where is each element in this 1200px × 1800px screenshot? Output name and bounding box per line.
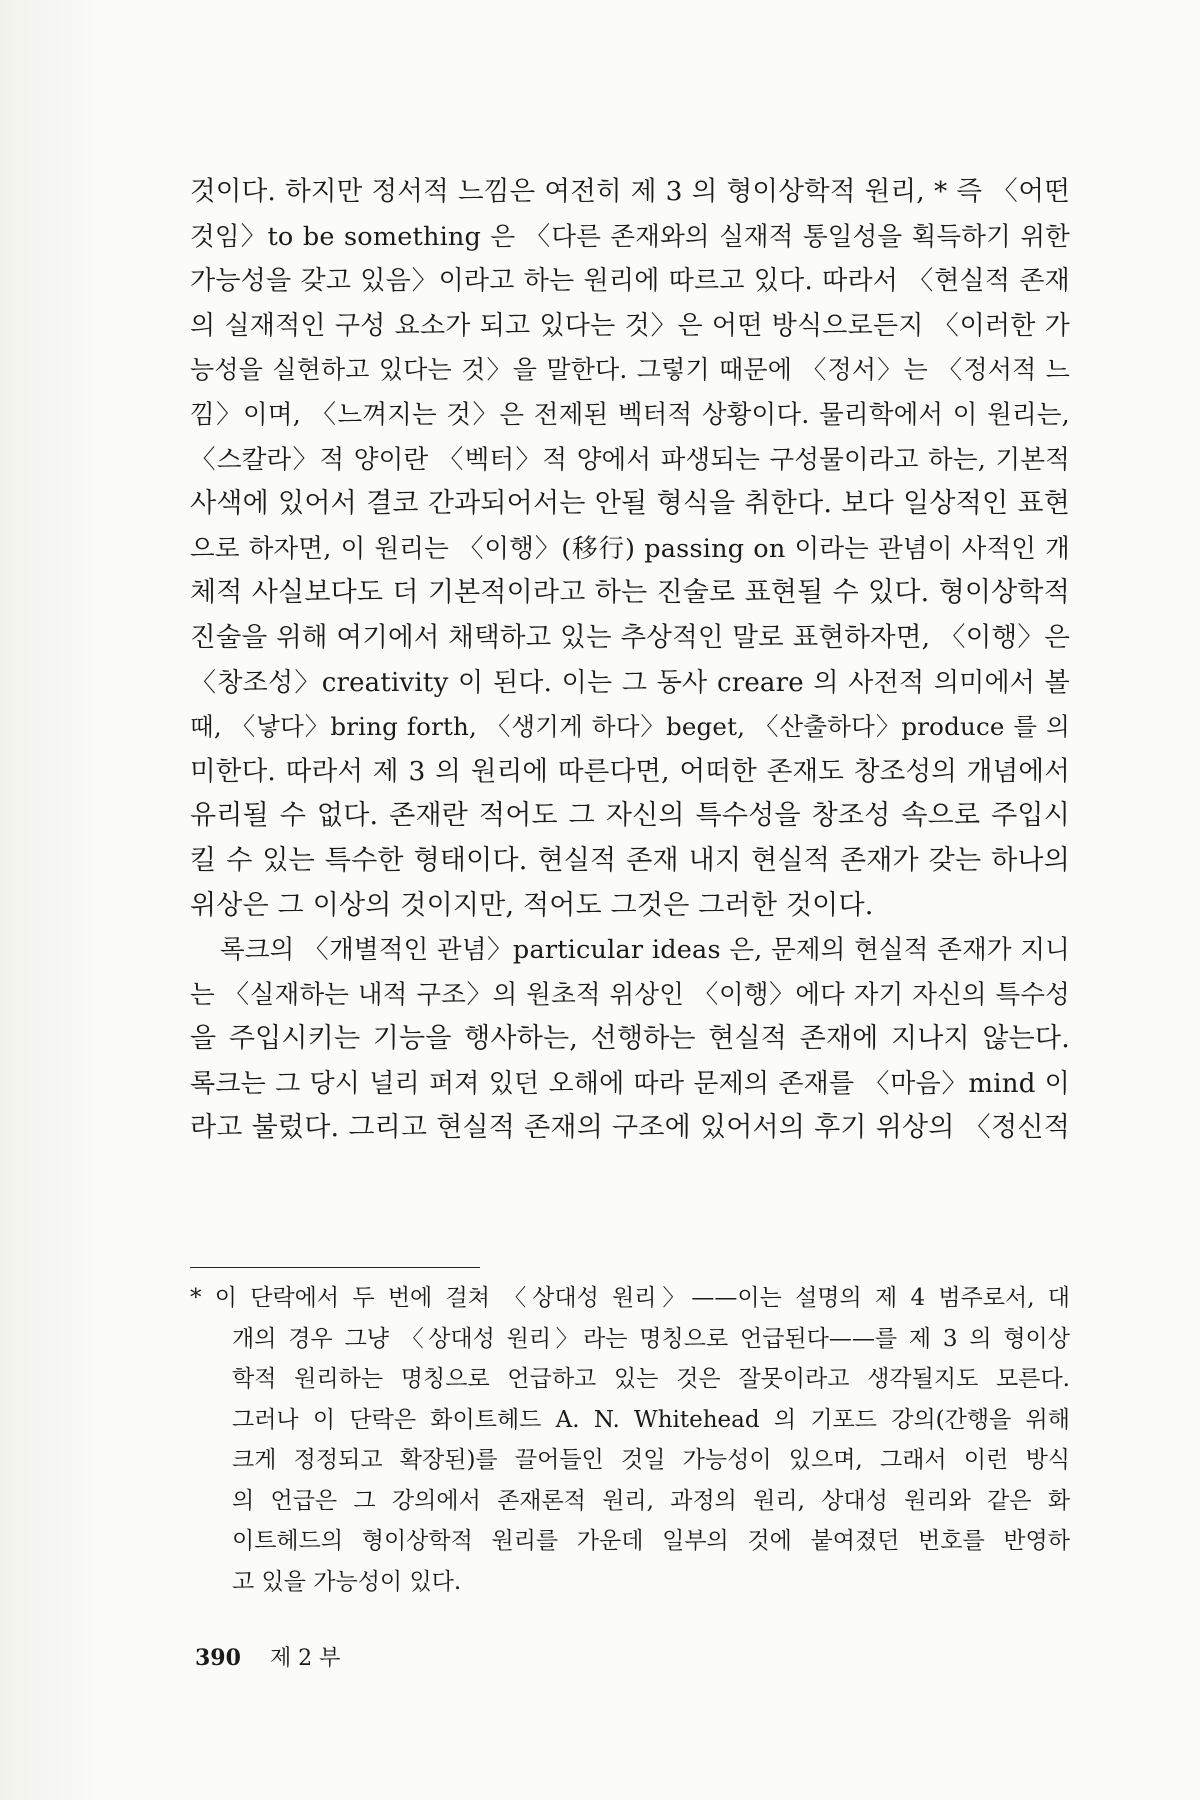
page-gutter-shadow xyxy=(0,0,110,1800)
footnote-line: 학적 원리하는 명칭으로 언급하고 있는 것은 잘못이라고 생각될지도 모른다. xyxy=(232,1366,1070,1392)
body-line: 능성을 실현하고 있다는 것〉을 말한다. 그렇기 때문에 〈정서〉는 〈정서적 느 xyxy=(190,355,1070,385)
body-line: 것임〉to be something 은 〈다른 존재와의 실재적 통일성을 획득하기 위한 xyxy=(190,221,1070,252)
body-line: 낌〉이며, 〈느껴지는 것〉은 전제된 벡터적 상황이다. 물리학에서 이 원리는, xyxy=(190,399,1070,430)
footnote-line: 그러나 이 단락은 화이트헤드 A. N. Whitehead 의 기포드 강의(간행을 위해 xyxy=(232,1406,1070,1433)
body-line: 록크의 〈개별적인 관념〉particular ideas 은, 문제의 현실적 존재가 지니 xyxy=(220,935,1070,966)
body-line: 위상은 그 이상의 것이지만, 적어도 그것은 그러한 것이다. xyxy=(190,889,874,921)
body-line: 을 주입시키는 기능을 행사하는, 선행하는 현실적 존재에 지나지 않는다. xyxy=(190,1023,1070,1055)
body-line: 으로 하자면, 이 원리는 〈이행〉(移行) passing on 이라는 관념이 사적인 개 xyxy=(190,533,1070,564)
body-line: 가능성을 갖고 있음〉이라고 하는 원리에 따르고 있다. 따라서 〈현실적 존재 xyxy=(190,266,1070,297)
body-line: 록크는 그 당시 널리 퍼져 있던 오해에 따라 문제의 존재를 〈마음〉mind 이 xyxy=(190,1068,1070,1099)
body-line: 유리될 수 없다. 존재란 적어도 그 자신의 특수성을 창조성 속으로 주입시 xyxy=(190,800,1070,832)
footnote-line: * 이 단락에서 두 번에 걸쳐 〈상대성 원리〉——이는 설명의 제 4 범주로서, 대 xyxy=(190,1285,1070,1311)
footnote-divider xyxy=(190,1267,480,1268)
body-line: 는 〈실재하는 내적 구조〉의 원초적 위상인 〈이행〉에다 자기 자신의 특수성 xyxy=(190,979,1070,1010)
page-number: 390 xyxy=(195,1645,241,1671)
footnote xyxy=(190,1278,1070,1602)
body-line: 킬 수 있는 특수한 형태이다. 현실적 존재 내지 현실적 존재가 갖는 하나의 xyxy=(190,844,1070,876)
part-label: 제 2 부 xyxy=(269,1646,341,1671)
body-text xyxy=(190,170,1070,1151)
body-line: 〈창조성〉creativity 이 된다. 이는 그 동사 creare 의 사전적 의미에서 볼 xyxy=(190,667,1070,698)
body-line: 라고 불렀다. 그리고 현실적 존재의 구조에 있어서의 후기 위상의 〈정신적 xyxy=(190,1112,1070,1144)
footnote-line: 개의 경우 그냥 〈상대성 원리〉라는 명칭으로 언급된다——를 제 3 의 형이상 xyxy=(232,1325,1070,1352)
body-line: 의 실재적인 구성 요소가 되고 있다는 것〉은 어떤 방식으로든지 〈이러한 가 xyxy=(190,310,1070,341)
page-footer xyxy=(195,1643,340,1674)
footnote-line: 의 언급은 그 강의에서 존재론적 원리, 과정의 원리, 상대성 원리와 같은 화 xyxy=(232,1487,1070,1514)
body-line: 것이다. 하지만 정서적 느낌은 여전히 제 3 의 형이상학적 원리, * 즉 〈어떤 xyxy=(190,176,1070,207)
body-line: 때, 〈낳다〉bring forth, 〈생기게 하다〉beget, 〈산출하다〉produce 를 의 xyxy=(190,712,1070,742)
body-line: 사색에 있어서 결코 간과되어서는 안될 형식을 취한다. 보다 일상적인 표현 xyxy=(190,488,1070,520)
body-line: 미한다. 따라서 제 3 의 원리에 따른다면, 어떠한 존재도 창조성의 개념에서 xyxy=(190,755,1070,787)
body-line: 체적 사실보다도 더 기본적이라고 하는 진술로 표현될 수 있다. 형이상학적 xyxy=(190,577,1070,609)
footnote-line: 이트헤드의 형이상학적 원리를 가운데 일부의 것에 붙여졌던 번호를 반영하 xyxy=(232,1528,1070,1554)
body-line: 〈스칼라〉적 양이란 〈벡터〉적 양에서 파생되는 구성물이라고 하는, 기본적 xyxy=(190,444,1070,475)
footnote-line: 고 있을 가능성이 있다. xyxy=(232,1568,462,1595)
footnote-line: 크게 정정되고 확장된)를 끌어들인 것일 가능성이 있으며, 그래서 이런 방식 xyxy=(232,1447,1070,1473)
body-line: 진술을 위해 여기에서 채택하고 있는 추상적인 말로 표현하자면, 〈이행〉은 xyxy=(190,621,1070,653)
